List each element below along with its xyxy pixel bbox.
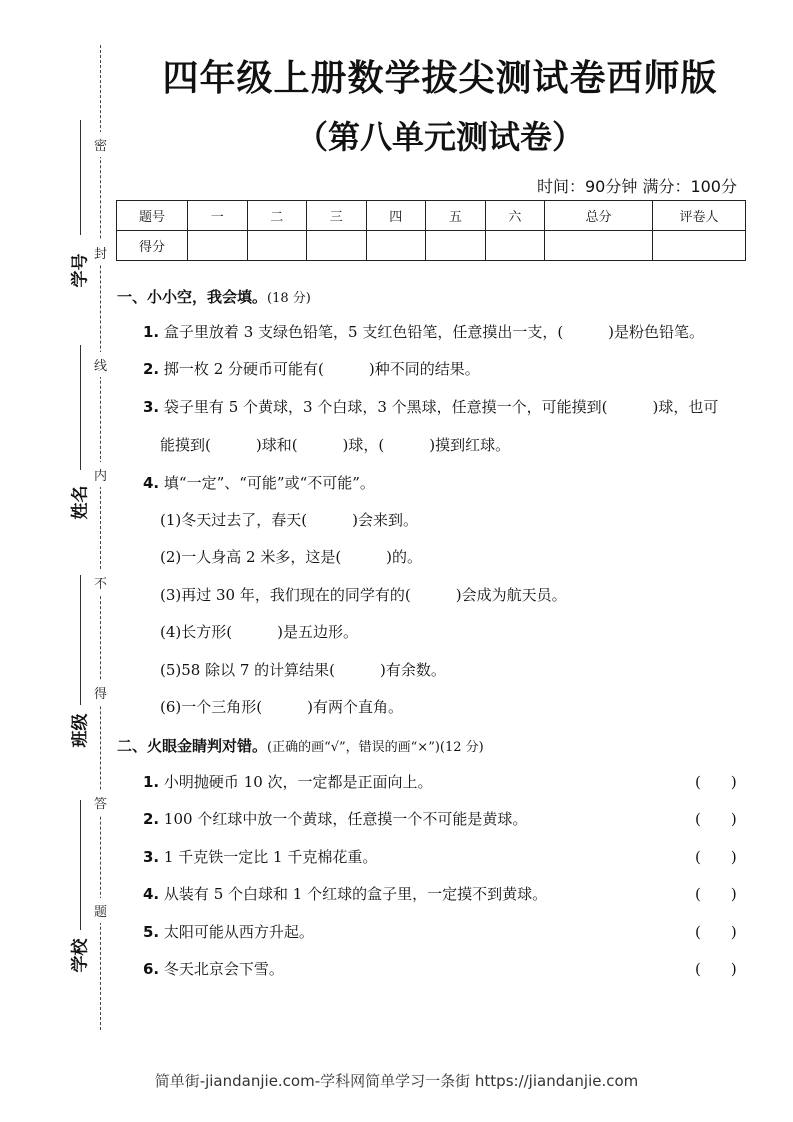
question-number: 5. — [143, 923, 160, 941]
fill-line-name — [80, 345, 81, 470]
seal-char: 不 — [94, 570, 107, 595]
question-text: 小明抛硬币 10 次，一定都是正面向上。 — [163, 773, 433, 791]
question-2-6 — [143, 958, 284, 979]
sub-question: (5)58 除以 7 的计算结果( )有余数。 — [160, 661, 446, 679]
question-2-5 — [143, 921, 314, 942]
question-text: 太阳可能从西方升起。 — [163, 923, 314, 941]
question-2-2 — [143, 808, 527, 829]
question-text: 冬天北京会下雪。 — [163, 960, 284, 978]
seal-char: 题 — [94, 898, 107, 923]
table-cell: 三 — [307, 201, 367, 231]
table-cell: 五 — [426, 201, 486, 231]
question-1-4 — [143, 472, 375, 493]
answer-parentheses[interactable]: ( ) — [695, 810, 737, 828]
score-cell[interactable] — [247, 231, 307, 261]
score-table-header-row — [117, 201, 746, 231]
table-cell: 二 — [247, 201, 307, 231]
fill-line-school — [80, 800, 81, 930]
score-cell[interactable] — [307, 231, 367, 261]
score-cell[interactable] — [485, 231, 545, 261]
page-title: 四年级上册数学拔尖测试卷西师版 — [162, 58, 718, 99]
section2-title: 二、火眼金睛判对错。 — [117, 737, 268, 755]
binding-margin — [0, 0, 115, 1040]
question-number: 1. — [143, 323, 160, 341]
section1-title: 一、小小空，我会填。 — [117, 288, 268, 306]
label-class: 班级 — [70, 713, 91, 748]
question-text: 填“一定”、“可能”或“不可能”。 — [163, 474, 375, 492]
question-number: 6. — [143, 960, 160, 978]
question-text: 掷一枚 2 分硬币可能有( )种不同的结果。 — [163, 360, 480, 378]
section2-instruction: (正确的画“√”，错误的画“×”) — [267, 740, 440, 755]
section2-heading — [117, 735, 484, 756]
question-text: 袋子里有 5 个黄球，3 个白球，3 个黑球，任意摸一个，可能摸到( )球，也可 — [163, 398, 719, 416]
question-number: 4. — [143, 474, 160, 492]
question-2-3 — [143, 846, 377, 867]
page-subtitle: （第八单元测试卷） — [295, 118, 584, 156]
answer-parentheses[interactable]: ( ) — [695, 885, 737, 903]
footer-watermark-text: 简单街-jiandanjie.com-学科网简单学习一条街 https://jiandanjie.com — [154, 1072, 639, 1090]
question-number: 2. — [143, 360, 160, 378]
question-1-1 — [143, 321, 704, 342]
answer-parentheses[interactable]: ( ) — [695, 960, 737, 978]
section2-points: (12 分) — [439, 740, 484, 755]
sub-question: (4)长方形( )是五边形。 — [160, 623, 358, 641]
fill-line-student-id — [80, 120, 81, 235]
question-text: 盒子里放着 3 支绿色铅笔，5 支红色铅笔，任意摸出一支，( )是粉色铅笔。 — [163, 323, 705, 341]
question-text: 从装有 5 个白球和 1 个红球的盒子里，一定摸不到黄球。 — [163, 885, 548, 903]
table-cell: 得分 — [117, 231, 188, 261]
binding-dashed-line — [100, 45, 101, 1030]
answer-parentheses[interactable]: ( ) — [695, 848, 737, 866]
label-school: 学校 — [70, 938, 91, 973]
table-cell: 题号 — [117, 201, 188, 231]
sub-question: (1)冬天过去了，春天( )会来到。 — [160, 511, 418, 529]
seal-char: 得 — [94, 680, 107, 705]
question-number: 3. — [143, 398, 160, 416]
section1-points: (18 分) — [267, 291, 311, 306]
label-student-id: 学号 — [70, 253, 91, 288]
section1-heading — [117, 286, 311, 307]
question-text: 1 千克铁一定比 1 千克棉花重。 — [163, 848, 378, 866]
score-cell[interactable] — [653, 231, 746, 261]
question-1-3-cont: 能摸到( )球和( )球，( )摸到红球。 — [160, 436, 511, 454]
question-1-3 — [143, 396, 718, 417]
question-number: 2. — [143, 810, 160, 828]
time-info: 时间：90分钟 满分：100分 — [537, 177, 737, 196]
question-text: 100 个红球中放一个黄球，任意摸一个不可能是黄球。 — [163, 810, 528, 828]
answer-parentheses[interactable]: ( ) — [695, 773, 737, 791]
score-cell[interactable] — [545, 231, 653, 261]
question-number: 1. — [143, 773, 160, 791]
seal-char: 线 — [94, 352, 107, 377]
question-2-4 — [143, 883, 547, 904]
score-cell[interactable] — [188, 231, 248, 261]
seal-char: 封 — [94, 240, 107, 265]
score-cell[interactable] — [426, 231, 486, 261]
question-number: 4. — [143, 885, 160, 903]
score-cell[interactable] — [366, 231, 426, 261]
table-cell: 六 — [485, 201, 545, 231]
score-table — [116, 200, 746, 261]
seal-char: 内 — [94, 462, 107, 487]
answer-parentheses[interactable]: ( ) — [695, 923, 737, 941]
question-number: 3. — [143, 848, 160, 866]
table-cell: 一 — [188, 201, 248, 231]
table-cell: 四 — [366, 201, 426, 231]
score-table-score-row — [117, 231, 746, 261]
label-name: 姓名 — [70, 485, 91, 520]
question-2-1 — [143, 771, 433, 792]
sub-question: (3)再过 30 年，我们现在的同学有的( )会成为航天员。 — [160, 586, 567, 604]
seal-char: 密 — [94, 132, 107, 157]
sub-question: (6)一个三角形( )有两个直角。 — [160, 698, 403, 716]
sub-question: (2)一人身高 2 米多，这是( )的。 — [160, 548, 423, 566]
table-cell: 评卷人 — [653, 201, 746, 231]
table-cell: 总分 — [545, 201, 653, 231]
fill-line-class — [80, 575, 81, 705]
seal-char: 答 — [94, 790, 107, 815]
question-1-2 — [143, 358, 480, 379]
